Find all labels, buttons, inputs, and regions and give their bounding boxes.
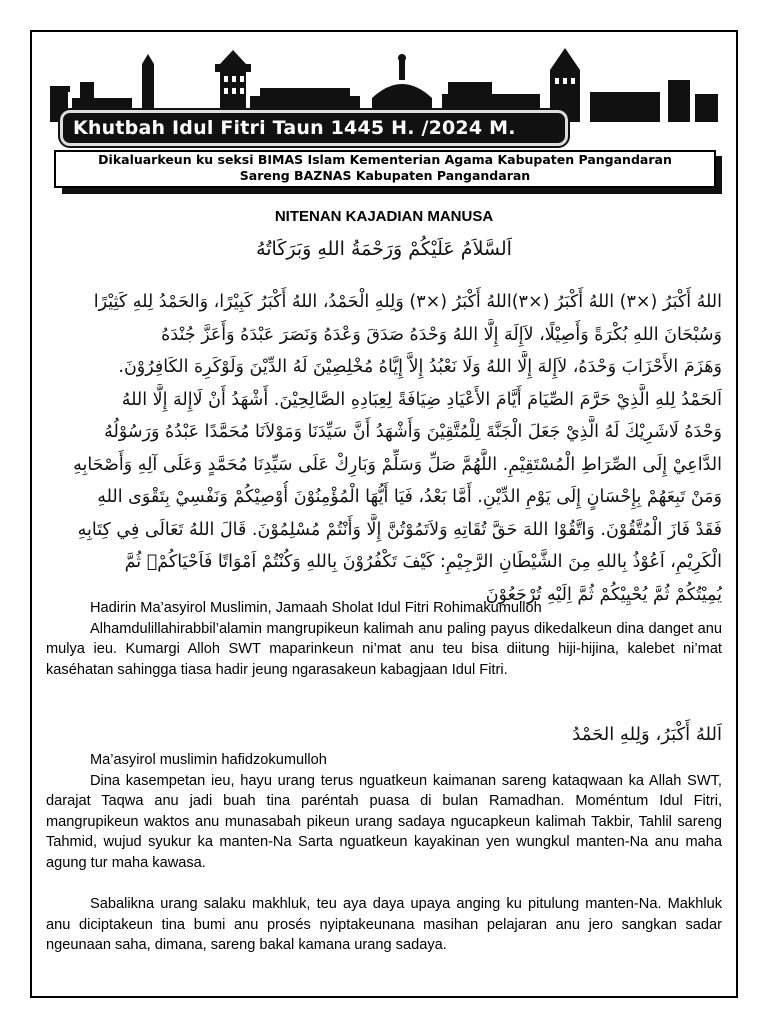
- arabic-line: وَمَنْ تَبِعَهُمْ بِإِحْسَانٍ إِلَى يَوْمِ الدِّيْنِ. أَمَّا بَعْدُ، فَيَا أَيُّهَا الْمُؤْمِنُوْنَ أُوْصِيْكُمْ وَنَفْسِيْ بِتَقْوَى اللهِ: [97, 487, 722, 507]
- creation-paragraph: Sabalikna urang salaku makhluk, teu aya daya upaya anging ku pitulung manten-Na. Makhluk anu diciptakeun tina bumi anu prosés nyiptakeunana masihan pelajaran anu jero sangkan sadar ngeunaan saha, dimana, sareng bakal kamana urang sadaya.: [46, 896, 722, 953]
- section-opening: [46, 598, 722, 680]
- arabic-salam: اَلسَّلاَمُ عَلَيْكُمْ وَرَحْمَةُ اللهِ وَبَرَكَاتُهُ: [256, 238, 512, 260]
- arabic-line: اَلحَمْدُ لِلهِ الَّذِيْ حَرَّمَ الصِّيَامَ أَيَّامَ الأَعْيَادِ ضِيَافَةً لِعِبَادِهِ الصَّالِحِيْنَ. أَشْهَدُ أَنْ لَاإِلهَ إِلَّا اللهُ: [121, 389, 722, 410]
- opening-paragraph: Alhamdulillahirabbil’alamin mangrupikeun kalimah anu paling payus dikedalkeun dina danget anu mulya ieu. Kumargi Alloh SWT maparinkeun ni’mat anu teu bisa diitung hiji-hijina, kalebet ni’mat kaséhatan sahingga tiasa hadir jeung ngarasakeun kabagjaan Idul Fitri.: [46, 620, 722, 678]
- issuer-banner: [54, 150, 716, 188]
- subtitle-shadow: [62, 188, 718, 194]
- arabic-line: الْكَرِيْمِ، اَعُوْذُ بِاللهِ مِنَ الشَّيْطَانِ الرَّجِيْمِ: كَيْفَ تَكْفُرُوْنَ بِاللهِ وَكُنْتُمْ اَمْوَاتًا فَاَحْيَاكُمْۚ ثُمَّ: [124, 552, 722, 572]
- taqwa-greeting: Ma’asyirol muslimin hafidzokumulloh: [90, 752, 327, 768]
- taqwa-paragraph: Dina kasempetan ieu, hayu urang terus nguatkeun kaimanan sareng kataqwaan ka Allah SWT, darajat Taqwa anu jadi buah tina paréntah puasa di bulan Ramadhan. Moméntum Idul Fitri, mangrupikeun waktos anu munasabah pikeun urang sadaya ngucapkeun kalimah Takbir, Tahlil sareng Tahmid, wujud syukur ka manten-Na Sarta nguatkeun kayakinan yen wungkul manten-Na anu maha agung tur maha kawasa.: [46, 772, 722, 871]
- arabic-line: الدَّاعِيْ إِلَى الصِّرَاطِ الْمُسْتَقِيْمِ. اللَّهُمَّ صَلِّ وَسَلِّمْ وَبَارِكْ عَلَى سَيِّدِنَا مُحَمَّدٍ وَعَلَى آلِهِ وَأَصْحَابِهِ: [73, 454, 722, 475]
- arabic-line: فَقَدْ فَازَ الْمُتَّقُوْنَ. وَاتَّقُوْا اللهَ حَقَّ تُقَاتِهِ وَلاَتَمُوْتُنَّ إِلَّا وَأَنْتُمْ مُسْلِمُوْنَ. قَالَ اللهُ تَعَالَى فِي كِتَابِهِ: [77, 519, 722, 540]
- arabic-line: يُمِيْتُكُمْ ثُمَّ يُحْيِيْكُمْ ثُمَّ اِلَيْهِ تُرْجَعُوْنَ: [485, 584, 722, 605]
- section-taqwa: [46, 750, 722, 873]
- arabic-line: وَسُبْحَانَ اللهِ بُكْرَةً وَأَصِيْلًا، لاَإِلَهَ إِلَّا اللهُ وَحْدَهُ صَدَقَ وَعْدَهُ وَنَصَرَ عَبْدَهُ وَأَعَزَّ جُنْدَهُ: [161, 324, 722, 345]
- arabic-line: اللهُ أَكْبَرُ (×٣) اللهُ أَكْبَرُ (×٣)اللهُ أَكْبَرُ (×٣) وَلِلهِ الْحَمْدُ، اللهُ أَكْبَرُ كَبِيْرًا، وَالحَمْدُ لِلهِ كَثِيْرًا: [93, 292, 722, 312]
- subtitle-shadow-right: [716, 156, 722, 194]
- arabic-takbir: اَللهُ أَكْبَرُ، وَلِلهِ الحَمْدُ: [572, 724, 722, 745]
- arabic-opening-prayer: [46, 286, 722, 611]
- opening-greeting: Hadirin Ma’asyirol Muslimin, Jamaah Sholat Idul Fitri Rohimakumulloh: [90, 600, 542, 616]
- khutbah-title: Khutbah Idul Fitri Taun 1445 H. /2024 M.: [73, 117, 516, 139]
- title-banner: [60, 110, 568, 146]
- sermon-heading: NITENAN KAJADIAN MANUSA: [274, 208, 494, 225]
- issuer-line-2: Sareng BAZNAS Kabupaten Pangandaran: [239, 168, 531, 183]
- arabic-line: وَحْدَهُ لَاشَرِيْكَ لَهُ الَّذِيْ جَعَلَ الْجَنَّةَ لِلْمُتَّقِيْنَ وَأَشْهَدُ أَنَّ سَيِّدَنَا وَمَوْلاَنَا مُحَمَّدًا عَبْدُهُ وَرَسُوْلُهُ: [104, 422, 722, 442]
- issuer-line-1: Dikaluarkeun ku seksi BIMAS Islam Kementerian Agama Kabupaten Pangandaran: [98, 152, 672, 167]
- section-creation: [46, 894, 722, 956]
- arabic-line: وَهَزَمَ الأَحْزَابَ وَحْدَهُ، لاَإِلهَ إِلَّا اللهُ وَلَا نَعْبُدُ إِلاَّ إِيَّاهُ مُخْلِصِيْنَ لَهُ الدِّيْنَ وَلَوْكَرِهَ الكَافِرُوْنَ.: [118, 357, 722, 377]
